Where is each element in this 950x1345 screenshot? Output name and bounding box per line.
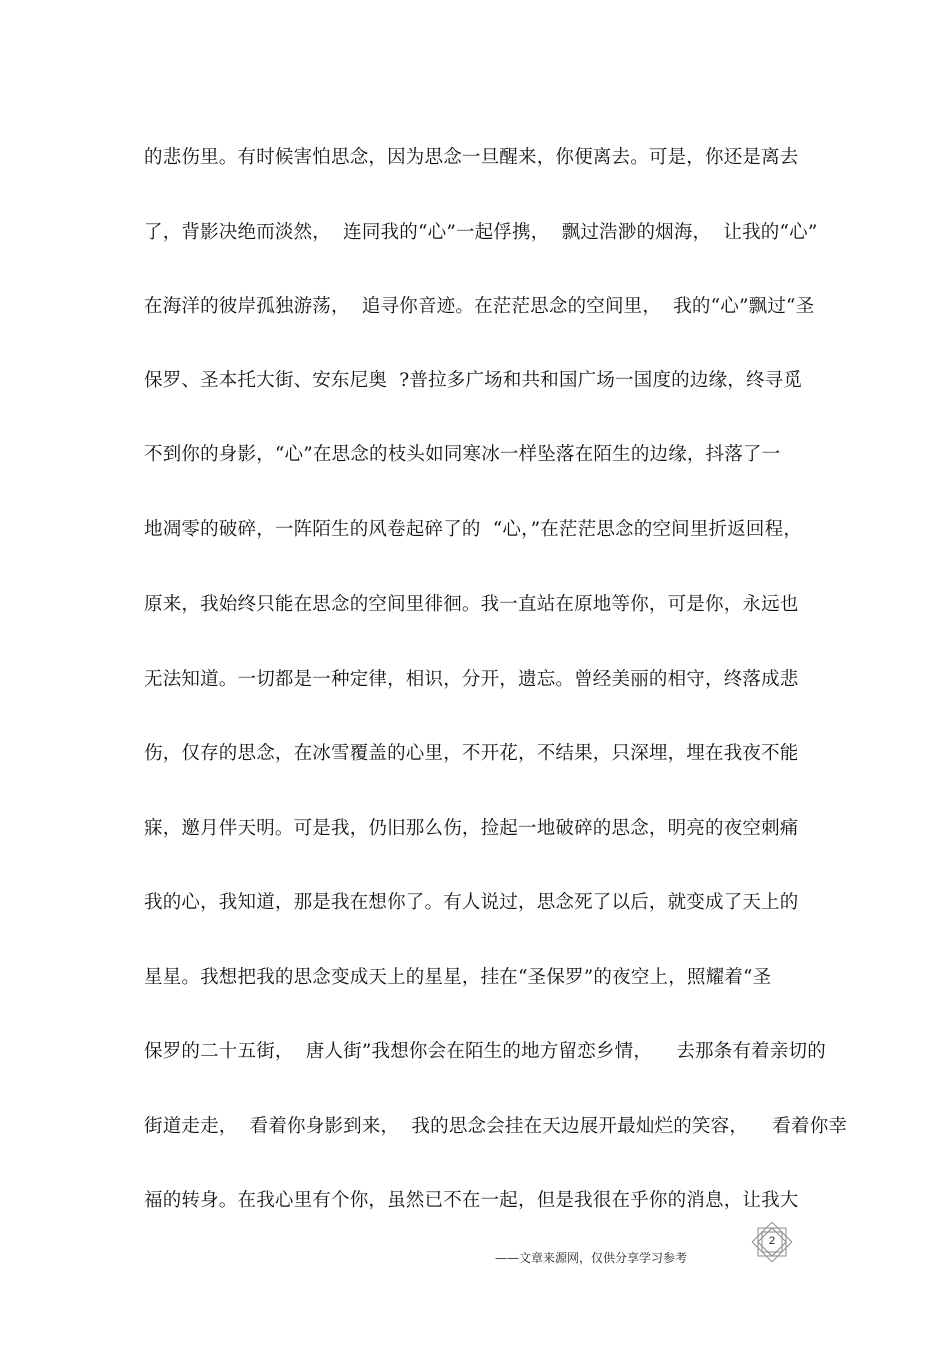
text-line-6: 地凋零的破碎，一阵陌生的风卷起碎了的 “心，”在茫茫思念的空间里折返回程，: [144, 519, 803, 540]
text-line-2: 了，背影决绝而淡然， 连同我的“心”一起俘携， 飘过浩渺的烟海， 让我的“心”: [144, 222, 818, 243]
text-line-5: 不到你的身影，“心”在思念的枝头如同寒冰一样坠落在陌生的边缘，抖落了一: [144, 444, 781, 465]
source-note: ——文章来源网，仅供分享学习参考: [495, 1251, 688, 1265]
text-line-3: 在海洋的彼岸孤独游荡， 追寻你音迹。在茫茫思念的空间里， 我的“心”飘过“圣: [144, 296, 815, 317]
text-line-11: 我的心，我知道，那是我在想你了。有人说过，思念死了以后，就变成了天上的: [144, 892, 799, 913]
text-line-4: 保罗、圣本托大街、安东尼奥 ?普拉多广场和共和国广场一国度的边缘，终寻觅: [144, 370, 803, 391]
page-number: 2: [768, 1235, 776, 1247]
text-line-9: 伤，仅存的思念，在冰雪覆盖的心里，不开花，不结果，只深埋，埋在我夜不能: [144, 743, 799, 764]
text-line-10: 寐，邀月伴天明。可是我，仍旧那么伤，捡起一地破碎的思念，明亮的夜空刺痛: [144, 818, 799, 839]
text-line-1: 的悲伤里。有时候害怕思念，因为思念一旦醒来，你便离去。可是，你还是离去: [144, 147, 799, 168]
page-number-badge: [748, 1222, 796, 1262]
text-line-15: 福的转身。在我心里有个你，虽然已不在一起，但是我很在乎你的消息，让我大: [144, 1190, 799, 1211]
text-line-8: 无法知道。一切都是一种定律，相识，分开，遗忘。曾经美丽的相守，终落成悲: [144, 669, 799, 690]
text-line-7: 原来，我始终只能在思念的空间里徘徊。我一直站在原地等你，可是你，永远也: [144, 594, 799, 615]
text-line-12: 星星。我想把我的思念变成天上的星星，挂在“圣保罗”的夜空上，照耀着“圣: [144, 967, 772, 988]
text-line-14: 街道走走， 看着你身影到来， 我的思念会挂在天边展开最灿烂的笑容， 看着你幸: [144, 1116, 848, 1137]
text-line-13: 保罗的二十五街， 唐人街”我想你会在陌生的地方留恋乡情， 去那条有着亲切的: [144, 1041, 826, 1062]
